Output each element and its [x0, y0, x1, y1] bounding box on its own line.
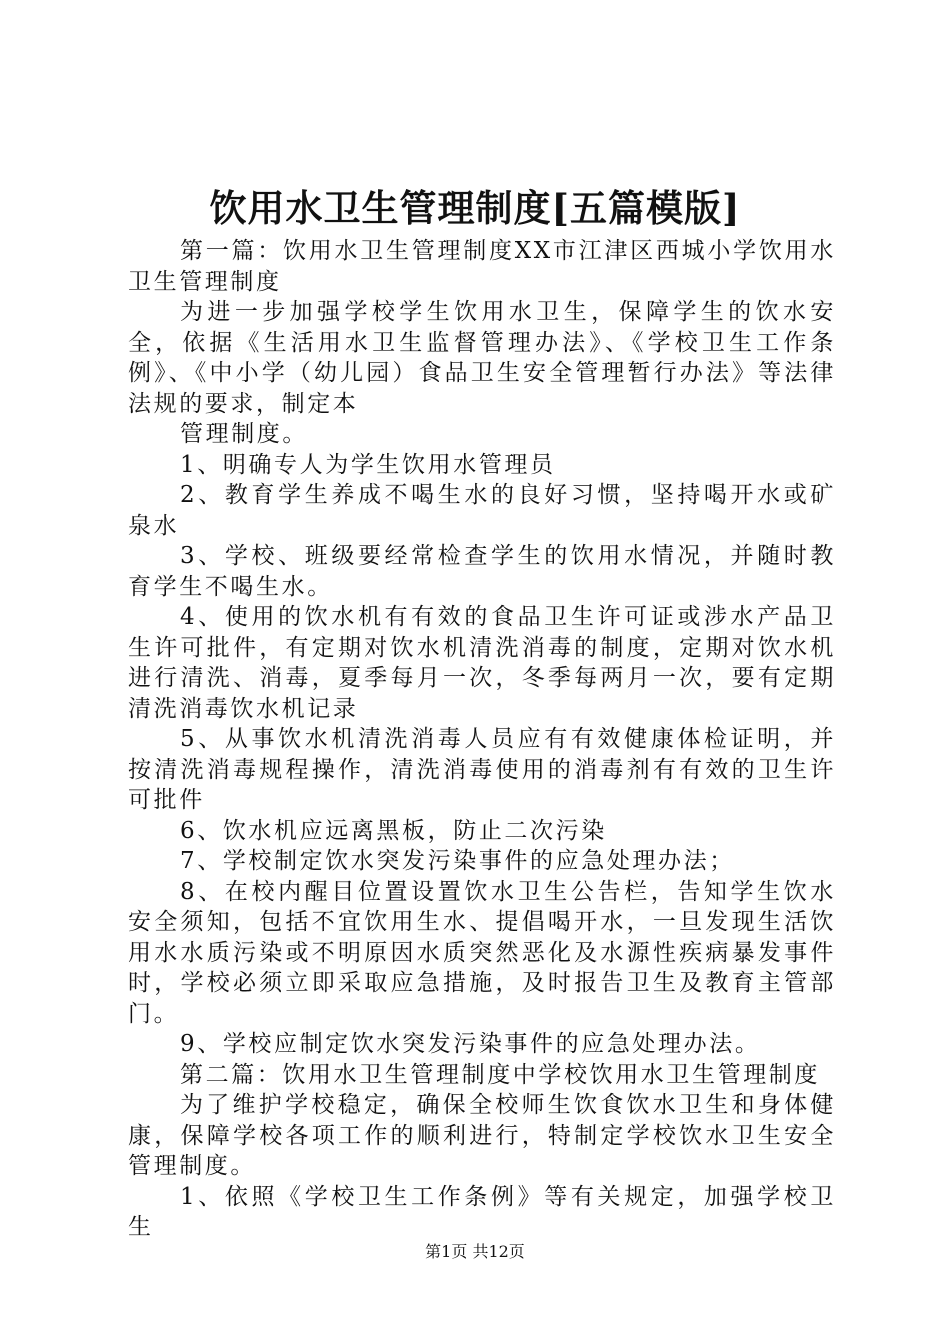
paragraph: 第一篇：饮用水卫生管理制度XX市江津区西城小学饮用水卫生管理制度 — [128, 238, 836, 295]
paragraph: 7、学校制定饮水突发污染事件的应急处理办法； — [180, 848, 735, 874]
paragraph: 为进一步加强学校学生饮用水卫生，保障学生的饮水安全，依据《生活用水卫生监督管理办法》、《学校卫生工作条例》、《中小学（幼儿园）食品卫生安全管理暂行办法》等法律法规的要求，制定本 — [128, 299, 836, 417]
document-title: 饮用水卫生管理制度[五篇模版] — [209, 186, 741, 230]
paragraph: 1、依照《学校卫生工作条例》等有关规定，加强学校卫生 — [128, 1183, 836, 1240]
paragraph: 第二篇：饮用水卫生管理制度中学校饮用水卫生管理制度 — [180, 1061, 820, 1088]
paragraph: 4、使用的饮水机有有效的食品卫生许可证或涉水产品卫生许可批件，有定期对饮水机清洗消毒的制度，定期对饮水机进行清洗、消毒，夏季每月一次，冬季每两月一次，要有定期清洗消毒饮水机记录 — [128, 604, 836, 722]
paragraph: 管理制度。 — [180, 421, 308, 447]
paragraph: 5、从事饮水机清洗消毒人员应有有效健康体检证明，并按清洗消毒规程操作，清洗消毒使用的消毒剂有有效的卫生许可批件 — [128, 726, 836, 813]
paragraph: 为了维护学校稳定，确保全校师生饮食饮水卫生和身体健康，保障学校各项工作的顺利进行，特制定学校饮水卫生安全管理制度。 — [128, 1092, 836, 1179]
document-body — [128, 236, 836, 1243]
paragraph: 3、学校、班级要经常检查学生的饮用水情况，并随时教育学生不喝生水。 — [128, 543, 836, 600]
paragraph: 1、明确专人为学生饮用水管理员 — [180, 451, 556, 478]
paragraph: 6、饮水机应远离黑板，防止二次污染 — [180, 817, 607, 844]
paragraph: 2、教育学生养成不喝生水的良好习惯，坚持喝开水或矿泉水 — [128, 482, 836, 539]
paragraph: 8、在校内醒目位置设置饮水卫生公告栏，告知学生饮水安全须知，包括不宜饮用生水、提倡喝开水，一旦发现生活饮用水水质污染或不明原因水质突然恶化及水源性疾病暴发事件时，学校必须立即采取应急措施，及时报告卫生及教育主管部门。 — [128, 878, 836, 1027]
page-number-footer: 第1页 共12页 — [425, 1242, 525, 1261]
paragraph: 9、学校应制定饮水突发污染事件的应急处理办法。 — [180, 1031, 761, 1057]
